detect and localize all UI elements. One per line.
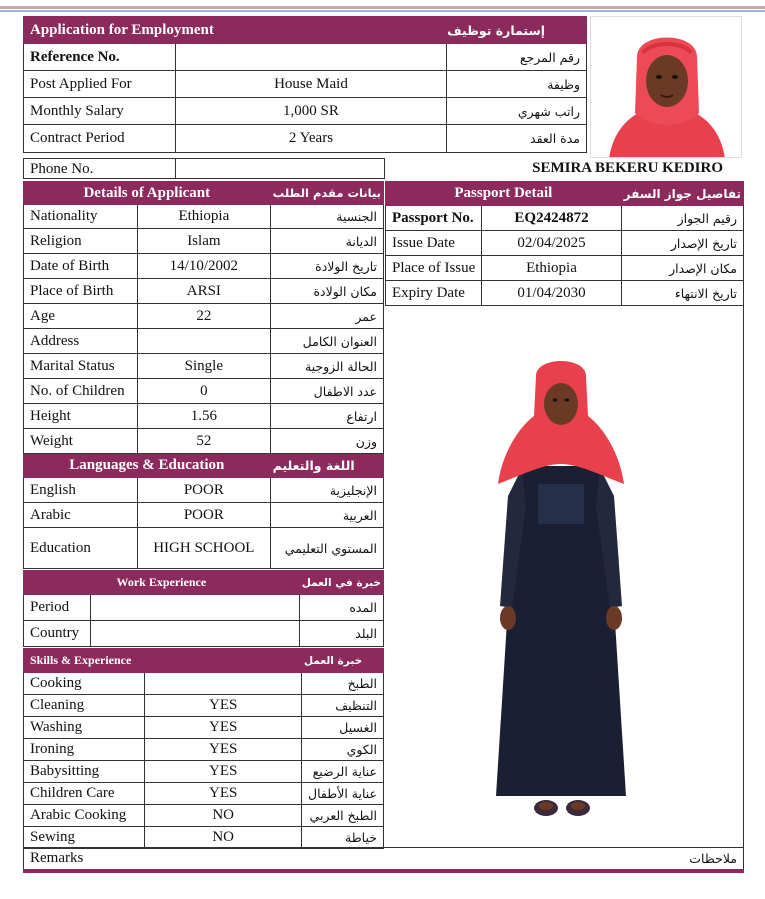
skills-title-ar: خبرة العمل bbox=[302, 649, 384, 673]
row-value: 1.56 bbox=[138, 404, 271, 429]
row-label-ar: تاريخ الولادة bbox=[270, 254, 383, 279]
details-title-ar: بيانات مقدم الطلب bbox=[270, 182, 383, 205]
reference-value bbox=[175, 44, 446, 71]
row-label: Address bbox=[24, 329, 138, 354]
row-value: 01/04/2030 bbox=[482, 281, 621, 306]
skills-title: Skills & Experience bbox=[24, 649, 302, 673]
table-row bbox=[24, 739, 384, 761]
row-label-ar: البلد bbox=[299, 621, 383, 647]
post-label-ar: وظيفة bbox=[447, 71, 587, 98]
table-row bbox=[24, 354, 384, 379]
row-value: EQ2424872 bbox=[482, 206, 621, 231]
table-row bbox=[386, 206, 744, 231]
bottom-bar bbox=[23, 869, 744, 873]
contract-label: Contract Period bbox=[24, 125, 176, 153]
passport-table bbox=[385, 181, 744, 306]
row-label: Babysitting bbox=[24, 761, 145, 783]
remarks-label-ar: ملاحظات bbox=[689, 851, 737, 866]
row-value: HIGH SCHOOL bbox=[138, 528, 271, 569]
row-value bbox=[138, 329, 271, 354]
row-value: ARSI bbox=[138, 279, 271, 304]
row-value: YES bbox=[145, 761, 302, 783]
row-value: 0 bbox=[138, 379, 271, 404]
row-value: Ethiopia bbox=[138, 205, 271, 229]
reference-row bbox=[24, 44, 587, 71]
row-value: 14/10/2002 bbox=[138, 254, 271, 279]
row-value: NO bbox=[145, 805, 302, 827]
table-row bbox=[24, 503, 384, 528]
passport-title-ar: تفاصيل جواز السفر bbox=[621, 182, 743, 206]
row-label-ar: المده bbox=[299, 595, 383, 621]
row-value: NO bbox=[145, 827, 302, 849]
row-label: Sewing bbox=[24, 827, 145, 849]
contract-label-ar: مدة العقد bbox=[447, 125, 587, 153]
full-body-photo bbox=[486, 356, 636, 846]
row-value: Single bbox=[138, 354, 271, 379]
post-label: Post Applied For bbox=[24, 71, 176, 98]
salary-label-ar: راتب شهري bbox=[447, 98, 587, 125]
application-title-ar: إستمارة توظيف bbox=[447, 17, 587, 44]
row-label: Cleaning bbox=[24, 695, 145, 717]
salary-label: Monthly Salary bbox=[24, 98, 176, 125]
table-row bbox=[24, 673, 384, 695]
row-label-ar: وزن bbox=[270, 429, 383, 454]
row-label-ar: تاريخ الإصدار bbox=[621, 231, 743, 256]
work-title-ar: خبرة في العمل bbox=[299, 571, 383, 595]
row-label: Place of Issue bbox=[386, 256, 482, 281]
table-row bbox=[386, 256, 744, 281]
row-label-ar: التنظيف bbox=[302, 695, 384, 717]
row-label-ar: عناية الأطفال bbox=[302, 783, 384, 805]
row-value bbox=[145, 673, 302, 695]
row-value: POOR bbox=[138, 478, 271, 503]
top-decor-line bbox=[0, 6, 765, 9]
row-label-ar: عدد الاطفال bbox=[270, 379, 383, 404]
row-label-ar: خياطة bbox=[302, 827, 384, 849]
row-label-ar: الحالة الزوجية bbox=[270, 354, 383, 379]
row-label-ar: مكان الولادة bbox=[270, 279, 383, 304]
row-label: Marital Status bbox=[24, 354, 138, 379]
row-label: Height bbox=[24, 404, 138, 429]
work-table bbox=[23, 570, 384, 647]
row-label: Arabic Cooking bbox=[24, 805, 145, 827]
table-row bbox=[24, 528, 384, 569]
row-label-ar: ارتفاع bbox=[270, 404, 383, 429]
phone-value bbox=[175, 158, 385, 179]
row-label-ar: الطبخ bbox=[302, 673, 384, 695]
row-label: Cooking bbox=[24, 673, 145, 695]
row-label: Nationality bbox=[24, 205, 138, 229]
row-label: Period bbox=[24, 595, 91, 621]
table-row bbox=[24, 783, 384, 805]
row-value: YES bbox=[145, 739, 302, 761]
post-row bbox=[24, 71, 587, 98]
row-label: Passport No. bbox=[386, 206, 482, 231]
row-label-ar: الكوي bbox=[302, 739, 384, 761]
row-value: Ethiopia bbox=[482, 256, 621, 281]
skills-table bbox=[23, 648, 384, 849]
table-row bbox=[24, 827, 384, 849]
row-label: Place of Birth bbox=[24, 279, 138, 304]
row-label-ar: الإنجليزية bbox=[270, 478, 383, 503]
row-label: Religion bbox=[24, 229, 138, 254]
row-label: Education bbox=[24, 528, 138, 569]
contract-row bbox=[24, 125, 587, 153]
right-border bbox=[743, 205, 744, 848]
remarks-row bbox=[23, 847, 744, 870]
portrait-photo bbox=[590, 16, 742, 158]
row-label: Country bbox=[24, 621, 91, 647]
table-row bbox=[24, 229, 384, 254]
table-row bbox=[386, 281, 744, 306]
row-value: 02/04/2025 bbox=[482, 231, 621, 256]
details-table bbox=[23, 181, 384, 569]
table-row bbox=[24, 404, 384, 429]
post-value: House Maid bbox=[175, 71, 446, 98]
reference-label: Reference No. bbox=[24, 44, 176, 71]
table-row bbox=[24, 429, 384, 454]
row-label: Arabic bbox=[24, 503, 138, 528]
reference-label-ar: رقم المرجع bbox=[447, 44, 587, 71]
remarks-label: Remarks bbox=[30, 850, 84, 866]
table-row bbox=[24, 761, 384, 783]
row-label-ar: مكان الإصدار bbox=[621, 256, 743, 281]
languages-title-ar: اللغة والتعليم bbox=[270, 454, 383, 478]
row-value: YES bbox=[145, 717, 302, 739]
row-label: Age bbox=[24, 304, 138, 329]
row-label: Issue Date bbox=[386, 231, 482, 256]
row-label-ar: عمر bbox=[270, 304, 383, 329]
row-label: English bbox=[24, 478, 138, 503]
table-row bbox=[24, 595, 384, 621]
work-title: Work Experience bbox=[24, 571, 300, 595]
row-label-ar: الطبخ العربي bbox=[302, 805, 384, 827]
phone-label: Phone No. bbox=[23, 158, 176, 179]
row-value: POOR bbox=[138, 503, 271, 528]
table-row bbox=[24, 279, 384, 304]
row-label: Washing bbox=[24, 717, 145, 739]
table-row bbox=[24, 805, 384, 827]
table-row bbox=[24, 379, 384, 404]
salary-value: 1,000 SR bbox=[175, 98, 446, 125]
table-row bbox=[24, 254, 384, 279]
row-label-ar: العنوان الكامل bbox=[270, 329, 383, 354]
table-row bbox=[386, 231, 744, 256]
row-value bbox=[91, 621, 299, 647]
row-label-ar: الجنسية bbox=[270, 205, 383, 229]
applicant-name: SEMIRA BEKERU KEDIRO bbox=[532, 160, 723, 176]
row-label: Ironing bbox=[24, 739, 145, 761]
row-label: Weight bbox=[24, 429, 138, 454]
table-row bbox=[24, 205, 384, 229]
passport-title: Passport Detail bbox=[386, 182, 622, 206]
table-row bbox=[24, 717, 384, 739]
row-label: No. of Children bbox=[24, 379, 138, 404]
row-value: 22 bbox=[138, 304, 271, 329]
application-table bbox=[23, 16, 587, 153]
languages-title: Languages & Education bbox=[24, 454, 271, 478]
table-row bbox=[24, 621, 384, 647]
contract-value: 2 Years bbox=[175, 125, 446, 153]
row-value: Islam bbox=[138, 229, 271, 254]
table-row bbox=[24, 695, 384, 717]
row-label-ar: الديانة bbox=[270, 229, 383, 254]
row-label-ar: تاريخ الانتهاء bbox=[621, 281, 743, 306]
details-title: Details of Applicant bbox=[24, 182, 271, 205]
table-row bbox=[24, 304, 384, 329]
row-label: Children Care bbox=[24, 783, 145, 805]
row-value bbox=[91, 595, 299, 621]
row-label-ar: الغسيل bbox=[302, 717, 384, 739]
row-value: 52 bbox=[138, 429, 271, 454]
application-title: Application for Employment bbox=[24, 17, 447, 44]
row-value: YES bbox=[145, 783, 302, 805]
top-decor-line-blue bbox=[0, 10, 765, 12]
row-value: YES bbox=[145, 695, 302, 717]
table-row bbox=[24, 329, 384, 354]
salary-row bbox=[24, 98, 587, 125]
row-label-ar: العربية bbox=[270, 503, 383, 528]
table-row bbox=[24, 478, 384, 503]
row-label-ar: عناية الرضيع bbox=[302, 761, 384, 783]
row-label-ar: رقيم الجواز bbox=[621, 206, 743, 231]
row-label-ar: المستوي التعليمي bbox=[270, 528, 383, 569]
row-label: Date of Birth bbox=[24, 254, 138, 279]
row-label: Expiry Date bbox=[386, 281, 482, 306]
